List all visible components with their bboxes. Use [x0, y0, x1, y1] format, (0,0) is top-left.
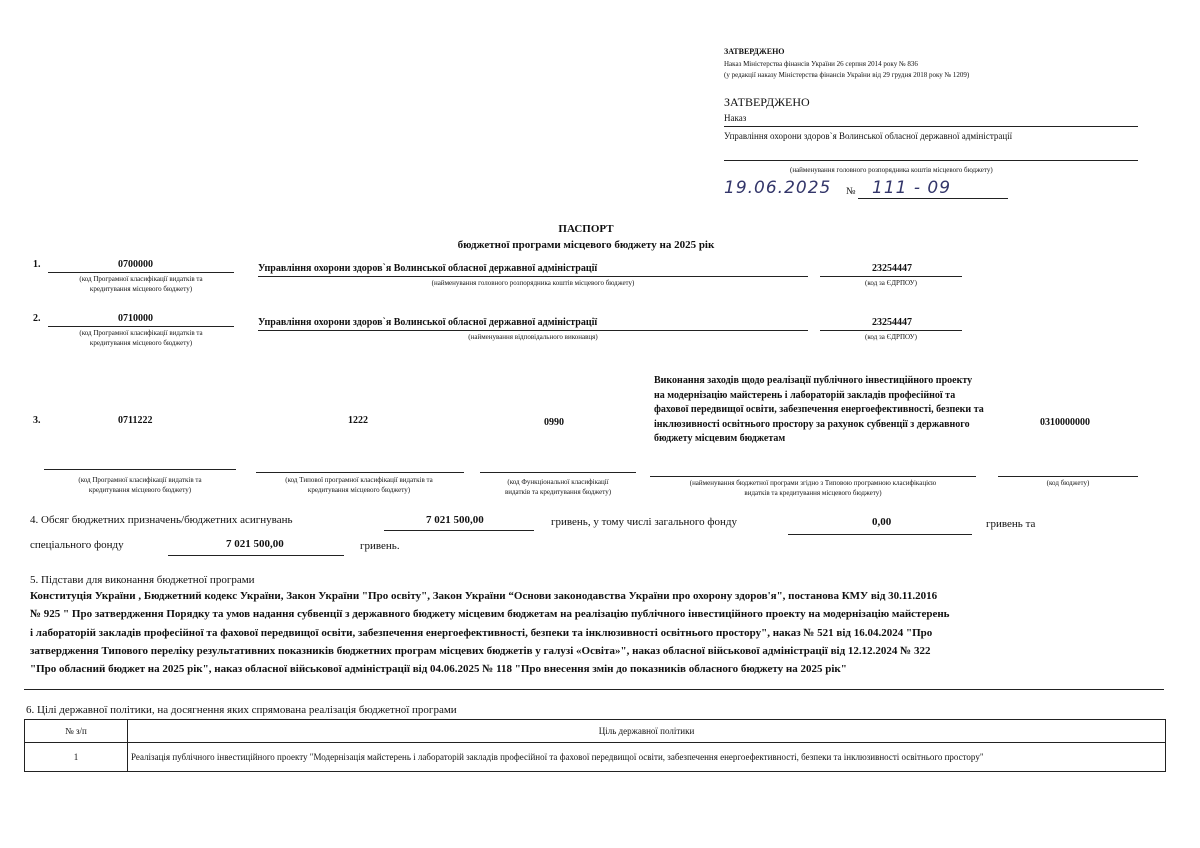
row1-number: 1. [33, 259, 41, 270]
row2-code-caption-2: кредитування місцевого бюджету) [89, 339, 193, 347]
approved-block-title: ЗАТВЕРДЖЕНО [724, 95, 810, 109]
divider [788, 534, 972, 535]
row2-code-caption-1: (код Програмної класифікації видатків та [79, 329, 203, 337]
row1-edrpou: 23254447 [872, 263, 912, 274]
section5-line5: "Про обласний бюджет на 2025 рік", наказ обласної військової адміністрації від 04.06.2025 № 118 "Про внесення змін до показників обласного бюджету на 2025 рік" [30, 663, 847, 675]
row3-caption-typical-1: (код Типової програмної класифікації видатків та [285, 476, 433, 484]
row3-program-name: Виконання заходів щодо реалізації публічного інвестиційного проекту на модернізацію майстерень і лабораторій закладів професійної та фахової передвищої освіти, забезпечення енергоефективності, безпеки та інклюзивності освітнього простору за рахунок субвенції з державного бюджету місцевим бюджетам [654, 375, 984, 444]
handwritten-date: 19.06.2025 [724, 178, 832, 198]
row1-name: Управління охорони здоров`я Волинської обласної державної адміністрації [258, 263, 598, 274]
divider [256, 472, 464, 473]
approved-caption: (найменування головного розпорядника коштів місцевого бюджету) [790, 166, 993, 174]
divider [820, 276, 962, 277]
row2-edrpou-caption: (код за ЄДРПОУ) [865, 333, 917, 341]
row3-caption-typical-2: кредитування місцевого бюджету) [307, 486, 411, 494]
row2-number: 2. [33, 313, 41, 324]
row1-code-caption-2: кредитування місцевого бюджету) [89, 285, 193, 293]
approved-header-line1: Наказ Міністерства фінансів України 26 серпня 2014 року № 836 [724, 60, 918, 68]
divider [724, 160, 1138, 161]
passport-title: ПАСПОРТ [558, 223, 614, 235]
section4-total: 7 021 500,00 [426, 514, 484, 526]
section5-label: 5. Підстави для виконання бюджетної програми [30, 574, 255, 586]
divider [650, 476, 976, 477]
section6-label: 6. Цілі державної політики, на досягнення яких спрямована реалізація бюджетної програми [26, 704, 457, 716]
handwritten-number: 111 - 09 [872, 178, 952, 198]
divider [724, 126, 1138, 127]
goals-table [24, 719, 1166, 772]
section5-line1: Конституція України , Бюджетний кодекс України, Закон України "Про освіту", Закон України “Основи законодавства України про охорону здоров'я", постанова КМУ від 30.11.2016 [30, 590, 938, 602]
row2-code: 0710000 [118, 313, 153, 324]
row3-caption-name-1: (найменування бюджетної програми згідно з Типовою програмною класифікацією [689, 479, 937, 487]
col-goal-header: Ціль державної політики [128, 720, 1166, 743]
row1-name-caption: (найменування головного розпорядника коштів місцевого бюджету) [431, 279, 635, 287]
divider [998, 476, 1138, 477]
row1-code: 0700000 [118, 259, 153, 270]
divider [384, 530, 534, 531]
section4-special-fund: 7 021 500,00 [226, 538, 284, 550]
section5-line3: і лабораторій закладів професійної та фахової передвищої освіти, забезпечення енергоефективності, безпеки та інклюзивності освітнього простору", наказ № 521 від 16.04.2024 "Про [30, 627, 933, 639]
section4-special-label: спеціального фонду [30, 539, 124, 551]
section5-line4: затвердження Типового переліку результативних показників бюджетних програм місцевих бюджетів у галузі «Освіта»", наказ обласної військової адміністрації від 12.12.2024 № 322 [30, 645, 931, 657]
row2-edrpou: 23254447 [872, 317, 912, 328]
approved-header-title: ЗАТВЕРДЖЕНО [724, 47, 785, 56]
section4-general-fund: 0,00 [872, 516, 892, 528]
row3-budget-code: 0310000000 [1040, 417, 1090, 428]
section5-line2: № 925 " Про затвердження Порядку та умов надання субвенції з державного бюджету місцевим бюджетам на реалізацію публічного інвестиційного проекту на модернізацію майстерень [30, 608, 950, 620]
row-goal: Реалізація публічного інвестиційного проекту "Модернізація майстерень і лабораторій закладів професійної та фахової передвищої освіти, забезпечення енергоефективності, безпеки та інклюзивності освітнього простору" [128, 743, 1166, 772]
row3-caption-code-2: кредитування місцевого бюджету) [88, 486, 192, 494]
row3-caption-functional-2: видатків та кредитування бюджету) [504, 488, 612, 496]
passport-subtitle: бюджетної програми місцевого бюджету на 2025 рік [457, 239, 715, 251]
approved-order-label: Наказ [724, 113, 747, 123]
row3-caption-name-2: видатків та кредитування місцевого бюджету) [744, 489, 882, 497]
col-number-header: № з/п [25, 720, 128, 743]
divider [820, 330, 962, 331]
divider [258, 330, 808, 331]
approved-organization: Управління охорони здоров`я Волинської обласної державної адміністрації [724, 131, 1013, 141]
row3-caption-functional-1: (код Функціональної класифікації [507, 478, 609, 486]
divider [24, 689, 1164, 690]
section4-special-tail: гривень. [360, 540, 400, 552]
row1-code-caption-1: (код Програмної класифікації видатків та [79, 275, 203, 283]
row3-typical-code: 1222 [348, 415, 368, 426]
section4-middle-text: гривень, у тому числі загального фонду [551, 516, 738, 528]
row3-number: 3. [33, 415, 41, 426]
table-header-row [25, 720, 1166, 743]
divider [258, 276, 808, 277]
row3-caption-budget: (код бюджету) [1046, 479, 1090, 487]
row-number: 1 [25, 743, 128, 772]
row3-code: 0711222 [118, 415, 153, 426]
divider [480, 472, 636, 473]
row3-caption-code-1: (код Програмної класифікації видатків та [78, 476, 202, 484]
table-row [25, 743, 1166, 772]
row2-name: Управління охорони здоров`я Волинської обласної державної адміністрації [258, 317, 598, 328]
number-sign: № [846, 186, 856, 197]
divider [168, 555, 344, 556]
row1-edrpou-caption: (код за ЄДРПОУ) [865, 279, 917, 287]
divider [48, 272, 234, 273]
row3-functional-code: 0990 [544, 417, 564, 428]
divider [48, 326, 234, 327]
section4-tail-text: гривень та [986, 518, 1036, 530]
row2-name-caption: (найменування відповідального виконавця) [468, 333, 598, 341]
divider [858, 198, 1008, 199]
section4-label: 4. Обсяг бюджетних призначень/бюджетних асигнувань [30, 514, 293, 526]
divider [44, 469, 236, 470]
approved-header-line2: (у редакції наказу Міністерства фінансів України від 29 грудня 2018 року № 1209) [724, 71, 970, 79]
